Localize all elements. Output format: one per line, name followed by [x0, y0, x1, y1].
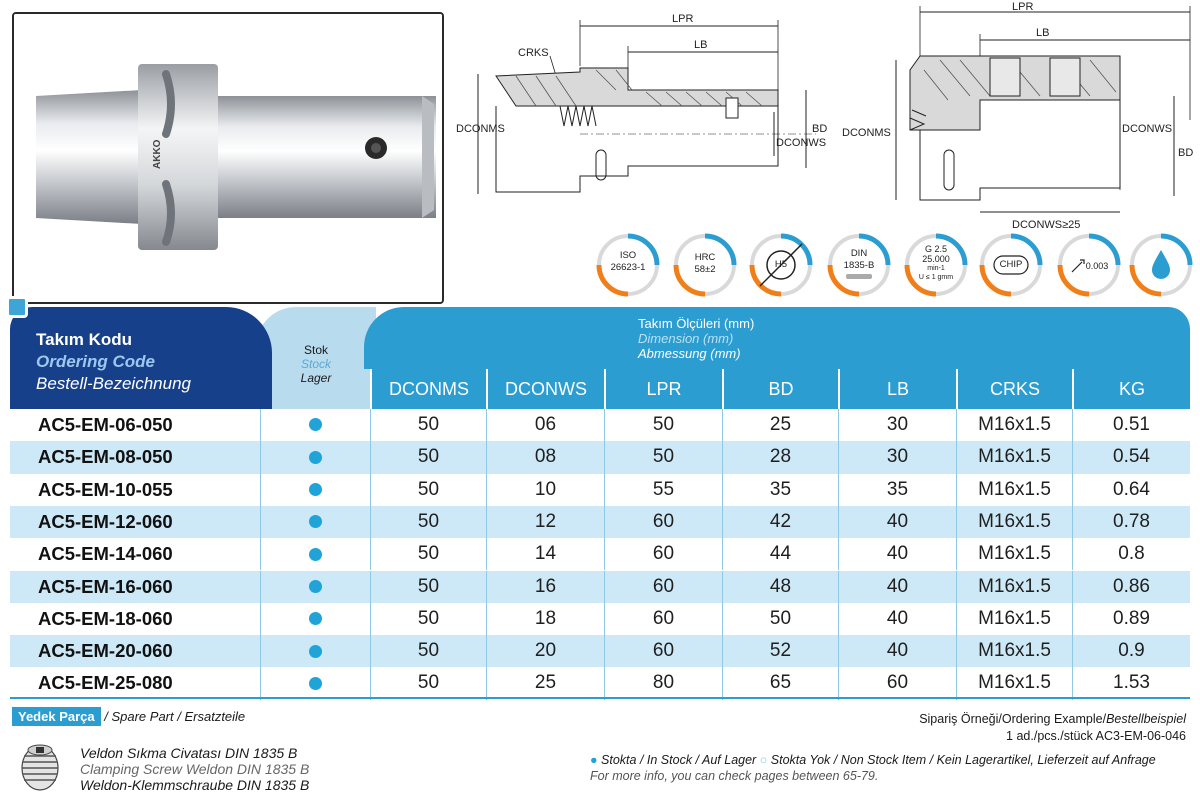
screw-name-de: Weldon-Klemmschraube DIN 1835 B	[80, 777, 310, 793]
screw-name-tr: Veldon Sıkma Civatası DIN 1835 B	[80, 745, 298, 761]
clamping-screw-description	[80, 745, 309, 793]
runout-icon	[1056, 232, 1122, 298]
cell-bd: 48	[722, 571, 838, 603]
table-row	[10, 409, 1190, 441]
ordering-code-cell: AC5-EM-12-060	[38, 510, 173, 532]
table-row	[10, 506, 1190, 538]
cell-bd: 52	[722, 635, 838, 667]
cell-kg: 0.78	[1072, 506, 1190, 538]
svg-text:DCONWS: DCONWS	[776, 137, 827, 149]
coolant-icon	[1128, 232, 1194, 298]
cell-lpr: 55	[604, 474, 722, 506]
cell-dconws: 06	[486, 409, 604, 441]
corner-marker	[6, 296, 28, 318]
cell-lpr: 50	[604, 409, 722, 441]
chip-icon	[978, 232, 1044, 298]
cell-bd: 65	[722, 667, 838, 699]
cell-crks: M16x1.5	[956, 474, 1072, 506]
cell-crks: M16x1.5	[956, 538, 1072, 570]
col-dconms: DCONMS	[370, 369, 486, 409]
table-row	[10, 635, 1190, 667]
svg-text:BD: BD	[1178, 147, 1194, 159]
table-row	[10, 474, 1190, 506]
cell-lb: 40	[838, 506, 956, 538]
balance-icon-line3: min-1	[927, 265, 945, 272]
cell-kg: 0.54	[1072, 441, 1190, 473]
stock-cell	[260, 474, 370, 506]
cell-dconws: 14	[486, 538, 604, 570]
cell-lb: 35	[838, 474, 956, 506]
in-stock-dot-icon	[309, 451, 322, 464]
code-header-tr: Takım Kodu	[36, 330, 133, 349]
stock-cell	[260, 441, 370, 473]
technical-drawing-left	[456, 6, 836, 220]
svg-text:LB: LB	[694, 39, 708, 51]
cell-dconms: 50	[370, 571, 486, 603]
cell-bd: 44	[722, 538, 838, 570]
svg-text:DCONWS≥25: DCONWS≥25	[1012, 219, 1081, 231]
stock-header-tr: Stok	[303, 343, 328, 357]
din-icon-line1: DIN	[850, 248, 868, 259]
svg-text:DCONMS: DCONMS	[456, 123, 505, 135]
cell-crks: M16x1.5	[956, 441, 1072, 473]
legend-non-stock: Stokta Yok / Non Stock Item / Kein Lagerartikel, Lieferzeit auf Anfrage	[770, 753, 1156, 767]
table-row	[10, 571, 1190, 603]
cell-lb: 40	[838, 603, 956, 635]
balance-icon-line2: 25.000	[922, 254, 950, 264]
spare-part-label: Yedek Parça	[12, 707, 101, 726]
cell-kg: 0.86	[1072, 571, 1190, 603]
cell-dconws: 10	[486, 474, 604, 506]
stock-cell	[260, 409, 370, 441]
cell-crks: M16x1.5	[956, 506, 1072, 538]
ordering-code-cell: AC5-EM-08-050	[38, 446, 173, 468]
ordering-example-title-de: Bestellbeispiel	[1106, 712, 1186, 726]
iso-icon-line1: ISO	[619, 250, 637, 261]
cell-bd: 25	[722, 409, 838, 441]
technical-drawing-right	[840, 0, 1196, 232]
table-row	[10, 538, 1190, 570]
non-stock-ring-icon: ○	[759, 753, 768, 767]
cell-lb: 40	[838, 635, 956, 667]
cell-lb: 30	[838, 409, 956, 441]
stock-cell	[260, 571, 370, 603]
cell-kg: 0.89	[1072, 603, 1190, 635]
svg-text:DCONMS: DCONMS	[842, 127, 891, 139]
cell-kg: 1.53	[1072, 667, 1190, 699]
svg-text:LPR: LPR	[672, 13, 694, 25]
in-stock-dot-icon	[309, 548, 322, 561]
cell-bd: 35	[722, 474, 838, 506]
tool-holder-image	[14, 14, 444, 304]
col-kg: KG	[1072, 369, 1190, 409]
col-dconws: DCONWS	[486, 369, 604, 409]
more-info-note: For more info, you can check pages between 65-79.	[590, 769, 879, 783]
col-lb: LB	[838, 369, 956, 409]
cell-crks: M16x1.5	[956, 667, 1072, 699]
product-photo	[12, 12, 444, 304]
stock-cell	[260, 635, 370, 667]
cell-lpr: 60	[604, 635, 722, 667]
code-header-de: Bestell-Bezeichnung	[36, 374, 191, 393]
brand-engraving: AKKO	[152, 139, 163, 169]
dimensions-header-de: Abmessung (mm)	[638, 346, 741, 361]
in-stock-dot-icon: ●	[590, 753, 598, 767]
in-stock-dot-icon	[309, 483, 322, 496]
cell-lpr: 60	[604, 506, 722, 538]
cell-crks: M16x1.5	[956, 571, 1072, 603]
cell-kg: 0.51	[1072, 409, 1190, 441]
balance-icon-line4: U ≤ 1 gmm	[918, 274, 954, 281]
din-icon-line2: 1835-B	[843, 260, 875, 271]
cell-kg: 0.9	[1072, 635, 1190, 667]
h5-tolerance-icon	[748, 232, 814, 298]
spare-part-de: / Ersatzteile	[177, 709, 246, 724]
cell-dconms: 50	[370, 409, 486, 441]
iso-icon	[595, 232, 661, 298]
ordering-example	[919, 711, 1186, 745]
ordering-table	[10, 307, 1190, 699]
stock-header-en: Stock	[300, 357, 331, 371]
cell-dconms: 50	[370, 635, 486, 667]
balance-icon	[903, 232, 969, 298]
ordering-code-cell: AC5-EM-18-060	[38, 607, 173, 629]
stock-header	[256, 307, 376, 409]
cell-dconms: 50	[370, 441, 486, 473]
cell-lb: 30	[838, 441, 956, 473]
code-header	[10, 307, 272, 409]
stock-cell	[260, 538, 370, 570]
ordering-example-title: Sipariş Örneği/Ordering Example/	[919, 712, 1107, 726]
stock-cell	[260, 506, 370, 538]
in-stock-dot-icon	[309, 580, 322, 593]
in-stock-dot-icon	[309, 645, 322, 658]
hrc-icon	[672, 232, 738, 298]
ordering-code-cell: AC5-EM-14-060	[38, 543, 173, 565]
legend-in-stock: Stokta / In Stock / Auf Lager	[601, 753, 757, 767]
cell-dconms: 50	[370, 474, 486, 506]
svg-text:DCONWS: DCONWS	[1122, 123, 1173, 135]
cell-lb: 40	[838, 538, 956, 570]
cell-dconws: 16	[486, 571, 604, 603]
ordering-code-cell: AC5-EM-25-080	[38, 672, 173, 694]
cell-dconms: 50	[370, 603, 486, 635]
in-stock-dot-icon	[309, 612, 322, 625]
cell-crks: M16x1.5	[956, 603, 1072, 635]
dimensions-header	[364, 307, 1190, 369]
table-row	[10, 441, 1190, 473]
din-icon	[826, 232, 892, 298]
balance-icon-line1: G 2.5	[924, 244, 947, 254]
cell-dconms: 50	[370, 538, 486, 570]
stock-header-de: Lager	[300, 371, 332, 385]
ordering-code-cell: AC5-EM-06-050	[38, 414, 173, 435]
cell-bd: 50	[722, 603, 838, 635]
iso-icon-line2: 26623-1	[610, 262, 646, 273]
col-bd: BD	[722, 369, 838, 409]
code-header-en: Ordering Code	[36, 352, 156, 371]
cell-dconws: 20	[486, 635, 604, 667]
svg-text:BD: BD	[812, 123, 828, 135]
chip-icon-label: CHIP	[999, 259, 1023, 270]
cell-bd: 28	[722, 441, 838, 473]
runout-icon-label: 0.003	[1085, 261, 1109, 271]
cell-lpr: 60	[604, 538, 722, 570]
stock-cell	[260, 667, 370, 699]
ordering-example-line: 1 ad./pcs./stück AC3-EM-06-046	[1006, 729, 1186, 743]
cell-lb: 60	[838, 667, 956, 699]
dimensions-header-tr: Takım Ölçüleri (mm)	[638, 316, 755, 331]
cell-lpr: 50	[604, 441, 722, 473]
cell-bd: 42	[722, 506, 838, 538]
cell-dconws: 18	[486, 603, 604, 635]
cell-dconws: 12	[486, 506, 604, 538]
spare-part-heading	[12, 709, 245, 724]
table-row	[10, 667, 1190, 699]
cell-kg: 0.8	[1072, 538, 1190, 570]
ordering-code-cell: AC5-EM-20-060	[38, 640, 173, 662]
in-stock-dot-icon	[309, 515, 322, 528]
stock-legend	[590, 752, 1156, 784]
cell-dconms: 50	[370, 506, 486, 538]
hrc-icon-line2: 58±2	[694, 264, 716, 275]
cell-dconms: 50	[370, 667, 486, 699]
h5-icon-label: H5	[774, 259, 788, 270]
in-stock-dot-icon	[309, 418, 322, 431]
table-row	[10, 603, 1190, 635]
spare-part-en: / Spare Part	[104, 709, 174, 724]
col-crks: CRKS	[956, 369, 1072, 409]
clamping-screw-icon	[14, 740, 70, 796]
in-stock-dot-icon	[309, 677, 322, 690]
screw-name-en: Clamping Screw Weldon DIN 1835 B	[80, 761, 310, 777]
svg-text:LPR: LPR	[1012, 1, 1034, 13]
cell-crks: M16x1.5	[956, 409, 1072, 441]
cell-dconws: 25	[486, 667, 604, 699]
cell-crks: M16x1.5	[956, 635, 1072, 667]
cell-lpr: 60	[604, 571, 722, 603]
ordering-code-cell: AC5-EM-16-060	[38, 575, 173, 597]
svg-text:LB: LB	[1036, 27, 1050, 39]
dimensions-header-en: Dimension (mm)	[638, 331, 734, 346]
stock-cell	[260, 603, 370, 635]
cell-lpr: 80	[604, 667, 722, 699]
ordering-code-cell: AC5-EM-10-055	[38, 478, 173, 500]
cell-dconws: 08	[486, 441, 604, 473]
table-bottom-rule	[10, 697, 1190, 699]
col-lpr: LPR	[604, 369, 722, 409]
cell-kg: 0.64	[1072, 474, 1190, 506]
cell-lpr: 60	[604, 603, 722, 635]
hrc-icon-line1: HRC	[694, 252, 716, 263]
cell-lb: 40	[838, 571, 956, 603]
svg-text:CRKS: CRKS	[518, 47, 549, 59]
